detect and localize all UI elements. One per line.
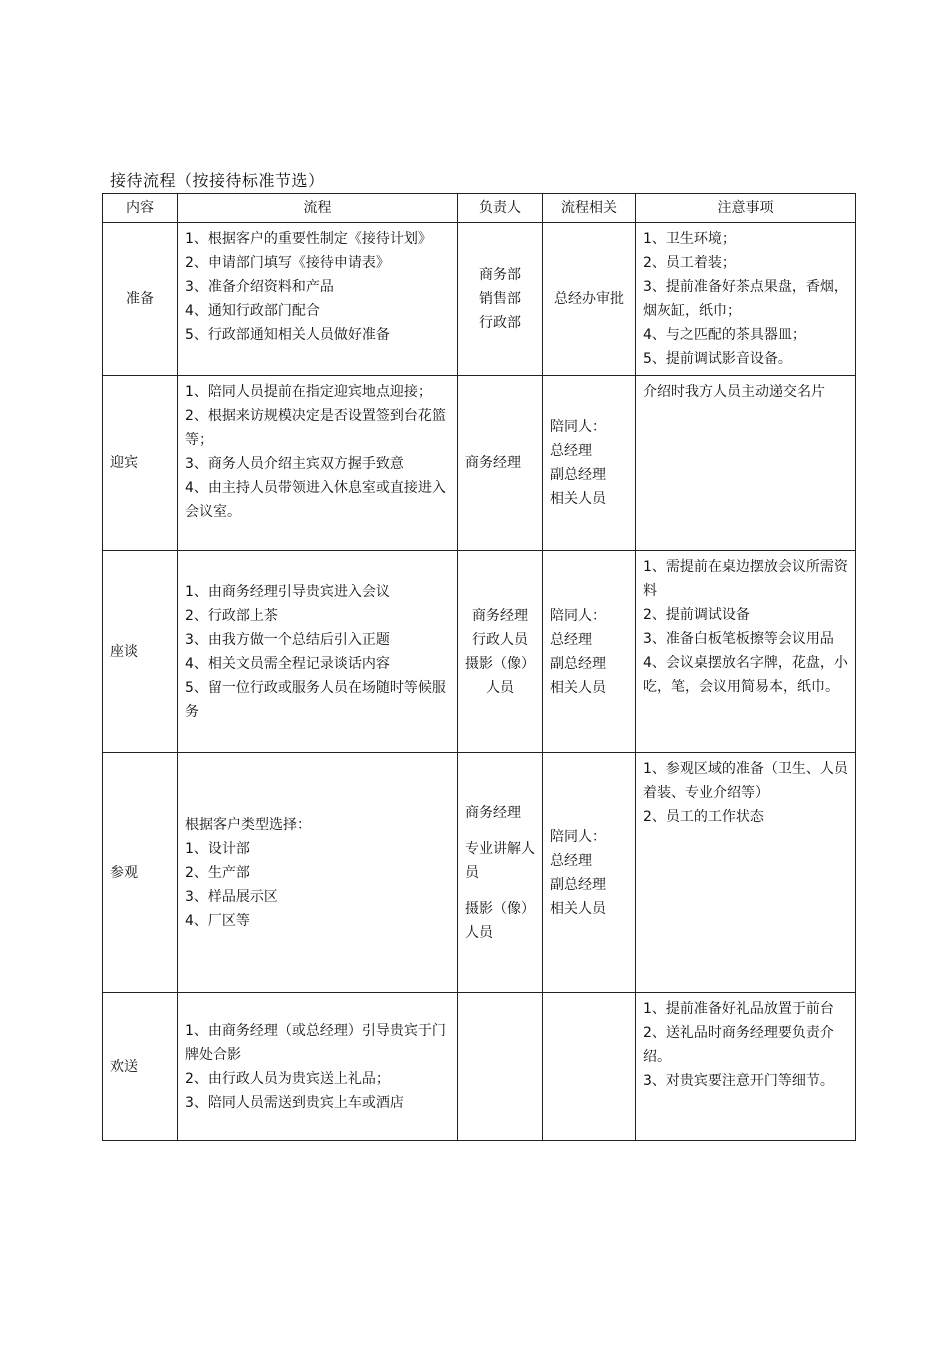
row-notes-cell xyxy=(636,551,856,753)
process-step: 3、准备介绍资料和产品 xyxy=(185,279,334,295)
related-item: 相关人员 xyxy=(550,491,606,507)
owner-item: 专业讲解人员 xyxy=(465,840,535,881)
related-item: 陪同人： xyxy=(550,419,606,435)
note-item: 介绍时我方人员主动递交名片 xyxy=(643,384,825,400)
row-owner-cell xyxy=(458,223,543,376)
row-owner-cell xyxy=(458,376,543,551)
row-related-cell xyxy=(543,376,636,551)
process-step: 1、根据客户的重要性制定《接待计划》 xyxy=(185,231,432,247)
note-item: 1、参观区域的准备（卫生、人员着装、专业介绍等） xyxy=(643,761,848,801)
process-step: 2、根据来访规模决定是否设置签到台花篮等； xyxy=(185,408,446,448)
process-step: 1、陪同人员提前在指定迎宾地点迎接； xyxy=(185,384,432,400)
process-step: 3、样品展示区 xyxy=(185,888,278,905)
process-step: 3、陪同人员需送到贵宾上车或酒店 xyxy=(185,1094,404,1111)
row-owner-cell xyxy=(458,551,543,753)
owner-item: 销售部 xyxy=(479,291,521,307)
table-row xyxy=(103,223,856,376)
owner-item: 商务经理 xyxy=(465,804,521,821)
process-step: 4、相关文员需全程记录谈话内容 xyxy=(185,655,390,672)
owner-item: 商务经理 xyxy=(465,455,521,471)
note-item: 4、会议桌摆放名字牌，花盘，小吃，笔，会议用简易本，纸巾。 xyxy=(643,655,848,695)
related-item: 总经理 xyxy=(550,631,592,648)
note-item: 2、员工着装； xyxy=(643,255,736,271)
related-item: 副总经理 xyxy=(550,467,606,483)
row-process-cell xyxy=(178,551,458,753)
row-content-cell xyxy=(103,376,178,551)
page-title: 接待流程（按接待标准节选） xyxy=(110,171,325,190)
header-owner: 负责人 xyxy=(458,194,543,223)
row-process-cell xyxy=(178,223,458,376)
row-process-cell xyxy=(178,376,458,551)
process-step: 5、行政部通知相关人员做好准备 xyxy=(185,327,390,343)
process-step: 3、由我方做一个总结后引入正题 xyxy=(185,631,390,648)
note-item: 2、送礼品时商务经理要负责介绍。 xyxy=(643,1025,834,1065)
related-item: 相关人员 xyxy=(550,900,606,917)
header-content: 内容 xyxy=(103,194,178,223)
table-row xyxy=(103,753,856,993)
row-related-cell xyxy=(543,551,636,753)
row-notes-cell xyxy=(636,223,856,376)
note-item: 3、对贵宾要注意开门等细节。 xyxy=(643,1073,834,1089)
process-step: 1、由商务经理引导贵宾进入会议 xyxy=(185,583,390,600)
related-item: 副总经理 xyxy=(550,876,606,893)
row-related-cell xyxy=(543,753,636,993)
row-content-cell xyxy=(103,753,178,993)
related-item: 总经办审批 xyxy=(554,291,624,307)
table-header-row xyxy=(103,194,856,223)
owner-item: 摄影（像）人员 xyxy=(465,655,535,696)
note-item: 3、提前准备好茶点果盘，香烟，烟灰缸，纸巾； xyxy=(643,279,848,319)
process-step: 2、申请部门填写《接待申请表》 xyxy=(185,255,390,271)
process-step: 5、留一位行政或服务人员在场随时等候服务 xyxy=(185,679,446,720)
row-content-cell xyxy=(103,993,178,1141)
owner-item: 行政部 xyxy=(479,315,521,331)
header-process: 流程 xyxy=(178,194,458,223)
process-step: 4、由主持人员带领进入休息室或直接进入会议室。 xyxy=(185,480,446,520)
row-content-cell xyxy=(103,223,178,376)
note-item: 1、卫生环境； xyxy=(643,231,736,247)
row-content: 座谈 xyxy=(110,643,138,660)
header-related: 流程相关 xyxy=(543,194,636,223)
note-item: 4、与之匹配的茶具器皿； xyxy=(643,327,806,343)
process-step: 2、生产部 xyxy=(185,864,250,881)
process-step: 1、由商务经理（或总经理）引导贵宾于门牌处合影 xyxy=(185,1022,446,1063)
row-process-cell xyxy=(178,993,458,1141)
note-item: 1、需提前在桌边摆放会议所需资料 xyxy=(643,559,848,599)
note-item: 2、提前调试设备 xyxy=(643,607,750,623)
header-notes: 注意事项 xyxy=(636,194,856,223)
process-step: 2、行政部上茶 xyxy=(185,607,278,624)
row-notes-cell xyxy=(636,376,856,551)
table-row xyxy=(103,551,856,753)
note-item: 3、准备白板笔板擦等会议用品 xyxy=(643,631,834,647)
row-notes-cell xyxy=(636,753,856,993)
owner-item: 摄影（像）人员 xyxy=(465,900,535,941)
row-owner-cell xyxy=(458,753,543,993)
row-content-cell xyxy=(103,551,178,753)
process-step: 2、由行政人员为贵宾送上礼品； xyxy=(185,1070,390,1087)
process-step: 根据客户类型选择： xyxy=(185,816,311,833)
row-content: 欢送 xyxy=(110,1058,138,1075)
owner-item: 商务部 xyxy=(479,267,521,283)
row-content: 参观 xyxy=(110,864,138,881)
related-item: 陪同人： xyxy=(550,828,606,845)
process-step: 1、设计部 xyxy=(185,840,250,857)
table-row xyxy=(103,993,856,1141)
row-process-cell xyxy=(178,753,458,993)
related-item: 总经理 xyxy=(550,443,592,459)
note-item: 5、提前调试影音设备。 xyxy=(643,351,792,367)
row-notes-cell xyxy=(636,993,856,1141)
process-step: 4、厂区等 xyxy=(185,912,250,929)
owner-item: 行政人员 xyxy=(472,631,528,648)
table-row xyxy=(103,376,856,551)
row-content: 准备 xyxy=(126,291,154,307)
process-step: 4、通知行政部门配合 xyxy=(185,303,320,319)
related-item: 相关人员 xyxy=(550,679,606,696)
owner-item: 商务经理 xyxy=(472,607,528,624)
row-owner-cell xyxy=(458,993,543,1141)
note-item: 1、提前准备好礼品放置于前台 xyxy=(643,1001,834,1017)
note-item: 2、员工的工作状态 xyxy=(643,809,764,825)
row-content: 迎宾 xyxy=(110,455,138,471)
related-item: 总经理 xyxy=(550,852,592,869)
process-step: 3、商务人员介绍主宾双方握手致意 xyxy=(185,456,404,472)
reception-process-table xyxy=(102,193,856,1141)
related-item: 陪同人： xyxy=(550,607,606,624)
row-related-cell xyxy=(543,223,636,376)
row-related-cell xyxy=(543,993,636,1141)
related-item: 副总经理 xyxy=(550,655,606,672)
